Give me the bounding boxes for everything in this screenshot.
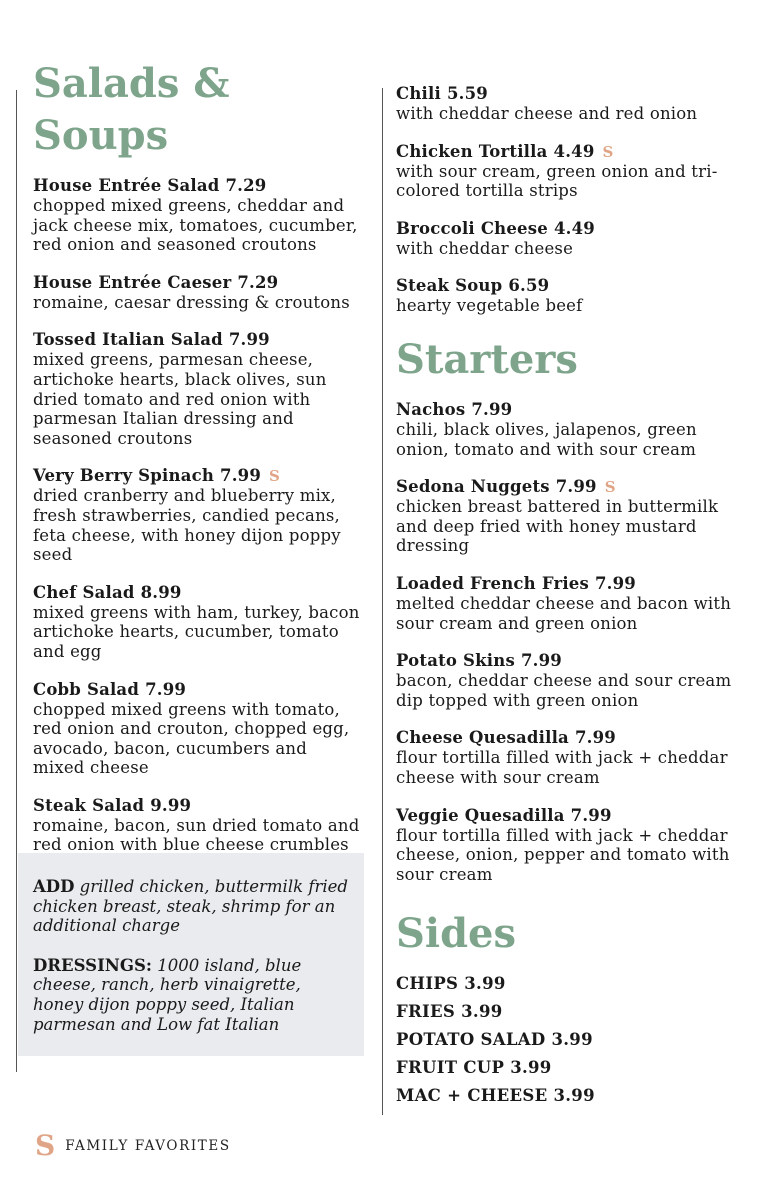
menu-item bbox=[33, 330, 363, 448]
side-name: POTATO SALAD bbox=[396, 1030, 546, 1049]
menu-item bbox=[396, 806, 746, 885]
menu-item bbox=[396, 477, 746, 556]
item-description: romaine, caesar dressing & croutons bbox=[33, 292, 350, 312]
item-name: Potato Skins bbox=[396, 651, 515, 671]
menu-item bbox=[33, 176, 363, 255]
sides-section bbox=[396, 908, 746, 1110]
item-name: House Entrée Salad bbox=[33, 176, 220, 195]
item-price: 6.59 bbox=[508, 276, 550, 296]
item-description: flour tortilla filled with jack + cheddar cheese, onion, pepper and tomato with sour cream bbox=[396, 825, 730, 884]
menu-item bbox=[396, 400, 746, 459]
item-name: Sedona Nuggets bbox=[396, 477, 550, 497]
menu-item bbox=[396, 574, 746, 633]
item-description: with cheddar cheese and red onion bbox=[396, 104, 698, 123]
add-ons-content bbox=[33, 877, 355, 1054]
menu-item bbox=[396, 219, 746, 259]
item-name: Chicken Tortilla bbox=[396, 141, 548, 161]
signature-logo-icon: S bbox=[269, 467, 281, 486]
item-price: 5.59 bbox=[446, 84, 488, 103]
signature-logo-icon: S bbox=[602, 142, 614, 161]
item-description: dried cranberry and blueberry mix, fresh strawberries, candied pecans, feta cheese, with honey dijon poppy seed bbox=[33, 486, 341, 565]
item-name: Tossed Italian Salad bbox=[33, 330, 223, 350]
left-divider bbox=[16, 90, 17, 1072]
item-description: with sour cream, green onion and tri-colored tortilla strips bbox=[396, 161, 718, 201]
menu-item bbox=[33, 680, 363, 778]
add-ons-note bbox=[33, 877, 355, 936]
item-description: mixed greens with ham, turkey, bacon artichoke hearts, cucumber, tomato and egg bbox=[33, 602, 360, 661]
item-name: Chef Salad bbox=[33, 582, 135, 602]
footer-text: FAMILY FAVORITES bbox=[65, 1138, 231, 1154]
item-description: mixed greens, parmesan cheese, artichoke hearts, black olives, sun dried tomato and red onion with parmesan Italian dressing and seasoned croutons bbox=[33, 350, 327, 448]
item-name: Cobb Salad bbox=[33, 679, 140, 699]
menu-item bbox=[33, 466, 363, 564]
side-price: 3.99 bbox=[464, 974, 506, 993]
item-price: 4.49 bbox=[553, 141, 595, 161]
side-name: MAC + CHEESE bbox=[396, 1086, 548, 1105]
starters-heading: Starters bbox=[396, 335, 578, 383]
salads-soups-column bbox=[33, 58, 363, 873]
item-name: Very Berry Spinach bbox=[33, 466, 215, 486]
side-price: 3.99 bbox=[553, 1086, 595, 1105]
item-description: chili, black olives, jalapenos, green onion, tomato and with sour cream bbox=[396, 419, 697, 459]
item-price: 7.99 bbox=[595, 573, 636, 593]
side-price: 3.99 bbox=[551, 1030, 593, 1049]
sides-heading: Sides bbox=[396, 910, 517, 957]
menu-item bbox=[396, 728, 746, 787]
item-name: Nachos bbox=[396, 399, 466, 419]
dressings-note bbox=[33, 956, 355, 1034]
add-text: grilled chicken, buttermilk fried chicken breast, steak, shrimp for an additional charge bbox=[33, 877, 348, 936]
item-description: chopped mixed greens with tomato, red onion and crouton, chopped egg, avocado, bacon, cucumbers and mixed cheese bbox=[33, 699, 350, 778]
menu-item bbox=[396, 142, 746, 201]
item-description: melted cheddar cheese and bacon with sour cream and green onion bbox=[396, 593, 732, 633]
side-name: FRIES bbox=[396, 1002, 456, 1021]
footer bbox=[35, 1131, 231, 1161]
menu-item bbox=[33, 796, 363, 855]
item-description: chopped mixed greens, cheddar and jack cheese mix, tomatoes, cucumber, red onion and seasoned croutons bbox=[33, 196, 358, 255]
menu-item bbox=[33, 273, 363, 313]
item-description: romaine, bacon, sun dried tomato and red onion with blue cheese crumbles bbox=[33, 815, 360, 855]
side-item bbox=[396, 998, 746, 1026]
side-item bbox=[396, 1026, 746, 1054]
center-divider bbox=[382, 88, 383, 1115]
item-price: 7.99 bbox=[574, 728, 616, 748]
item-price: 9.99 bbox=[150, 795, 192, 815]
menu-item bbox=[396, 276, 746, 316]
item-description: bacon, cheddar cheese and sour cream dip topped with green onion bbox=[396, 671, 732, 710]
menu-item bbox=[396, 651, 746, 710]
item-name: Veggie Quesadilla bbox=[396, 805, 565, 825]
item-description: chicken breast battered in buttermilk and deep fried with honey mustard dressing bbox=[396, 497, 719, 556]
side-item bbox=[396, 1054, 746, 1082]
side-price: 3.99 bbox=[510, 1058, 552, 1077]
item-name: Cheese Quesadilla bbox=[396, 728, 569, 748]
brand-logo-icon: S bbox=[35, 1129, 56, 1162]
side-name: FRUIT CUP bbox=[396, 1058, 505, 1077]
dressings-text: 1000 island, blue cheese, ranch, herb vinaigrette, honey dijon poppy seed, Italian parmesan and Low fat Italian bbox=[33, 955, 302, 1034]
item-name: House Entrée Caeser bbox=[33, 272, 232, 292]
item-description: flour tortilla filled with jack + cheddar cheese with sour cream bbox=[396, 748, 728, 787]
salads-soups-heading: Salads & Soups bbox=[33, 60, 230, 159]
item-price: 7.99 bbox=[220, 466, 262, 486]
item-price: 7.99 bbox=[228, 330, 270, 350]
right-column bbox=[396, 84, 746, 902]
menu-item bbox=[33, 583, 363, 662]
add-label: ADD bbox=[33, 877, 75, 896]
item-name: Loaded French Fries bbox=[396, 573, 589, 593]
item-price: 7.29 bbox=[237, 272, 279, 292]
item-description: hearty vegetable beef bbox=[396, 296, 583, 316]
item-price: 7.29 bbox=[225, 176, 267, 195]
item-name: Broccoli Cheese bbox=[396, 218, 548, 238]
item-name: Chili bbox=[396, 84, 441, 103]
dressings-label: DRESSINGS: bbox=[33, 955, 152, 975]
signature-logo-icon: S bbox=[604, 478, 616, 497]
item-price: 7.99 bbox=[555, 477, 597, 497]
item-price: 7.99 bbox=[145, 679, 187, 699]
item-price: 7.99 bbox=[471, 399, 513, 419]
item-description: with cheddar cheese bbox=[396, 238, 574, 258]
item-price: 7.99 bbox=[520, 651, 562, 671]
item-name: Steak Soup bbox=[396, 276, 503, 296]
side-price: 3.99 bbox=[461, 1002, 503, 1021]
item-price: 7.99 bbox=[570, 805, 612, 825]
menu-item bbox=[396, 84, 746, 124]
item-price: 4.49 bbox=[553, 218, 595, 238]
item-name: Steak Salad bbox=[33, 795, 145, 815]
side-name: CHIPS bbox=[396, 974, 459, 993]
side-item bbox=[396, 970, 746, 998]
item-price: 8.99 bbox=[140, 582, 182, 602]
side-item bbox=[396, 1082, 746, 1110]
